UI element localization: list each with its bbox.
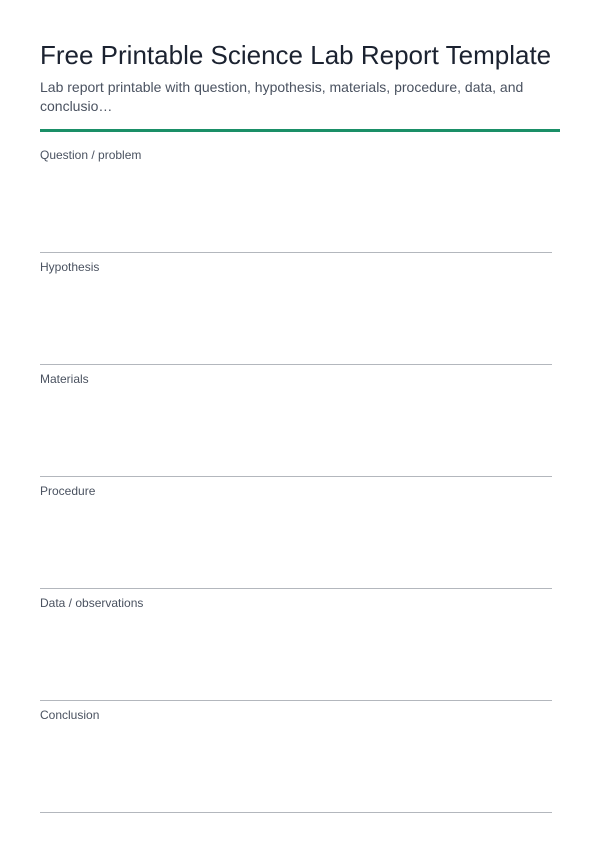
lab-report-page [40, 0, 560, 848]
data-observations-write-area[interactable] [40, 612, 552, 701]
section-data-observations [40, 596, 552, 708]
section-hypothesis [40, 260, 552, 372]
section-label-data-observations: Data / observations [40, 596, 144, 610]
page-subtitle: Lab report printable with question, hypothesis, materials, procedure, data, and conclusio… [40, 79, 524, 114]
conclusion-write-area[interactable] [40, 724, 552, 813]
section-label-materials: Materials [40, 372, 89, 386]
section-procedure [40, 484, 552, 596]
materials-write-area[interactable] [40, 388, 552, 477]
question-write-area[interactable] [40, 164, 552, 253]
section-label-conclusion: Conclusion [40, 708, 100, 722]
hypothesis-write-area[interactable] [40, 276, 552, 365]
section-question [40, 148, 552, 260]
section-label-procedure: Procedure [40, 484, 96, 498]
procedure-write-area[interactable] [40, 500, 552, 589]
section-label-question: Question / problem [40, 148, 142, 162]
section-conclusion [40, 708, 552, 820]
page-title: Free Printable Science Lab Report Template [40, 40, 552, 70]
header-divider [40, 129, 560, 132]
section-label-hypothesis: Hypothesis [40, 260, 100, 274]
section-materials [40, 372, 552, 484]
